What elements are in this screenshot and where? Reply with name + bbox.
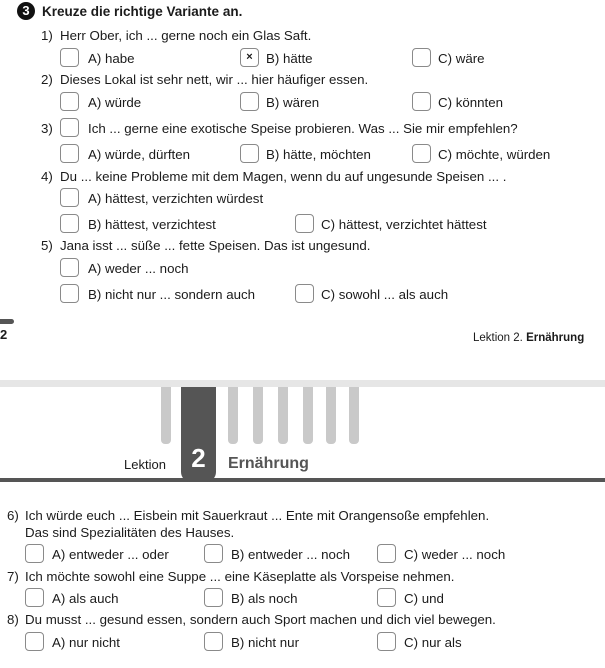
q6-option-b-checkbox[interactable] xyxy=(204,544,223,563)
q7-option-c-label: C) und xyxy=(404,591,444,606)
tab-stub xyxy=(278,387,288,444)
q8-option-c-checkbox[interactable] xyxy=(377,632,396,651)
tab-stub xyxy=(253,387,263,444)
q6-option-a-checkbox[interactable] xyxy=(25,544,44,563)
q1-option-c-label: C) wäre xyxy=(438,51,485,66)
page-footer xyxy=(473,332,584,344)
footer-topic: Ernährung xyxy=(526,332,585,344)
q3-option-b-checkbox[interactable] xyxy=(240,144,259,163)
exercise-number-badge: 3 xyxy=(17,2,35,20)
q8-option-b-checkbox[interactable] xyxy=(204,632,223,651)
q1-option-b-checkbox[interactable] xyxy=(240,48,259,67)
footer-lektion: Lektion 2. xyxy=(473,332,523,344)
q2-option-a-label: A) würde xyxy=(88,95,142,110)
page-divider xyxy=(0,380,605,387)
q8-option-a-label: A) nur nicht xyxy=(52,635,120,650)
q5-option-a-label: A) weder ... noch xyxy=(88,261,189,276)
tab-stub xyxy=(228,387,238,444)
question-7-text: Ich möchte sowohl eine Suppe ... eine Käseplatte als Vorspeise nehmen. xyxy=(25,569,455,584)
q3-option-b-label: B) hätte, möchten xyxy=(266,147,371,162)
q2-option-b-label: B) wären xyxy=(266,95,320,110)
q7-option-a-label: A) als auch xyxy=(52,591,119,606)
lesson-tab-number: 2 xyxy=(191,443,206,473)
q4-option-b-label: B) hättest, verzichtest xyxy=(88,217,216,232)
page-edge-marker xyxy=(0,319,14,324)
question-4-number: 4) xyxy=(41,169,53,184)
q7-option-a-checkbox[interactable] xyxy=(25,588,44,607)
q5-option-a-checkbox[interactable] xyxy=(60,258,79,277)
q2-option-c-checkbox[interactable] xyxy=(412,92,431,111)
q7-option-b-label: B) als noch xyxy=(231,591,298,606)
question-3-text: Ich ... gerne eine exotische Speise probieren. Was ... Sie mir empfehlen? xyxy=(88,121,518,136)
q4-option-b-checkbox[interactable] xyxy=(60,214,79,233)
question-8-text: Du musst ... gesund essen, sondern auch Sport machen und dich viel bewegen. xyxy=(25,612,496,627)
exercise-instruction: Kreuze die richtige Variante an. xyxy=(42,4,243,19)
q8-option-c-label: C) nur als xyxy=(404,635,462,650)
question-6-text: Ich würde euch ... Eisbein mit Sauerkraut ... Ente mit Orangensoße empfehlen. xyxy=(25,508,490,523)
question-5-text: Jana isst ... süße ... fette Speisen. Das ist ungesund. xyxy=(60,238,371,253)
q7-option-b-checkbox[interactable] xyxy=(204,588,223,607)
q6-option-c-checkbox[interactable] xyxy=(377,544,396,563)
question-6-text-line2: Das sind Spezialitäten des Hauses. xyxy=(25,525,235,540)
question-7-number: 7) xyxy=(7,569,19,584)
q4-option-c-checkbox[interactable] xyxy=(295,214,314,233)
q3-option-c-label: C) möchte, würden xyxy=(438,147,551,162)
q8-option-a-checkbox[interactable] xyxy=(25,632,44,651)
tab-stub xyxy=(303,387,313,444)
q3-option-c-checkbox[interactable] xyxy=(412,144,431,163)
question-1-number: 1) xyxy=(41,28,53,43)
q6-option-c-label: C) weder ... noch xyxy=(404,547,506,562)
question-5-number: 5) xyxy=(41,238,53,253)
q3-option-a-checkbox[interactable] xyxy=(60,144,79,163)
question-2-text: Dieses Lokal ist sehr nett, wir ... hier häufiger essen. xyxy=(60,72,369,87)
q2-option-a-checkbox[interactable] xyxy=(60,92,79,111)
q8-option-b-label: B) nicht nur xyxy=(231,635,299,650)
q3-inline-checkbox[interactable] xyxy=(60,118,79,137)
q5-option-c-label: C) sowohl ... als auch xyxy=(321,287,449,302)
checkmark-x-icon: × xyxy=(246,51,253,63)
q5-option-c-checkbox[interactable] xyxy=(295,284,314,303)
q6-option-a-label: A) entweder ... oder xyxy=(52,547,169,562)
q5-option-b-checkbox[interactable] xyxy=(60,284,79,303)
lesson-tab-label: Lektion xyxy=(124,457,166,472)
tab-stub xyxy=(161,387,171,444)
q7-option-c-checkbox[interactable] xyxy=(377,588,396,607)
q2-option-b-checkbox[interactable] xyxy=(240,92,259,111)
question-1-text: Herr Ober, ich ... gerne noch ein Glas Saft. xyxy=(60,28,312,43)
tab-stub xyxy=(349,387,359,444)
q1-option-a-label: A) habe xyxy=(88,51,135,66)
q1-option-b-label: B) hätte xyxy=(266,51,313,66)
q5-option-b-label: B) nicht nur ... sondern auch xyxy=(88,287,256,302)
tab-baseline-bar xyxy=(0,478,605,482)
q4-option-a-label: A) hättest, verzichten würdest xyxy=(88,191,264,206)
q4-option-c-label: C) hättest, verzichtet hättest xyxy=(321,217,487,232)
q6-option-b-label: B) entweder ... noch xyxy=(231,547,350,562)
q1-option-a-checkbox[interactable] xyxy=(60,48,79,67)
lesson-tab-title: Ernährung xyxy=(228,455,309,472)
q4-option-a-checkbox[interactable] xyxy=(60,188,79,207)
question-8-number: 8) xyxy=(7,612,19,627)
page-number: 2 xyxy=(0,327,8,342)
question-2-number: 2) xyxy=(41,72,53,87)
q2-option-c-label: C) könnten xyxy=(438,95,504,110)
question-6-number: 6) xyxy=(7,508,19,523)
q3-option-a-label: A) würde, dürften xyxy=(88,147,190,162)
question-4-text: Du ... keine Probleme mit dem Magen, wenn du auf ungesunde Speisen ... . xyxy=(60,169,507,184)
q1-option-c-checkbox[interactable] xyxy=(412,48,431,67)
tab-stub xyxy=(326,387,336,444)
question-3-number: 3) xyxy=(41,121,53,136)
